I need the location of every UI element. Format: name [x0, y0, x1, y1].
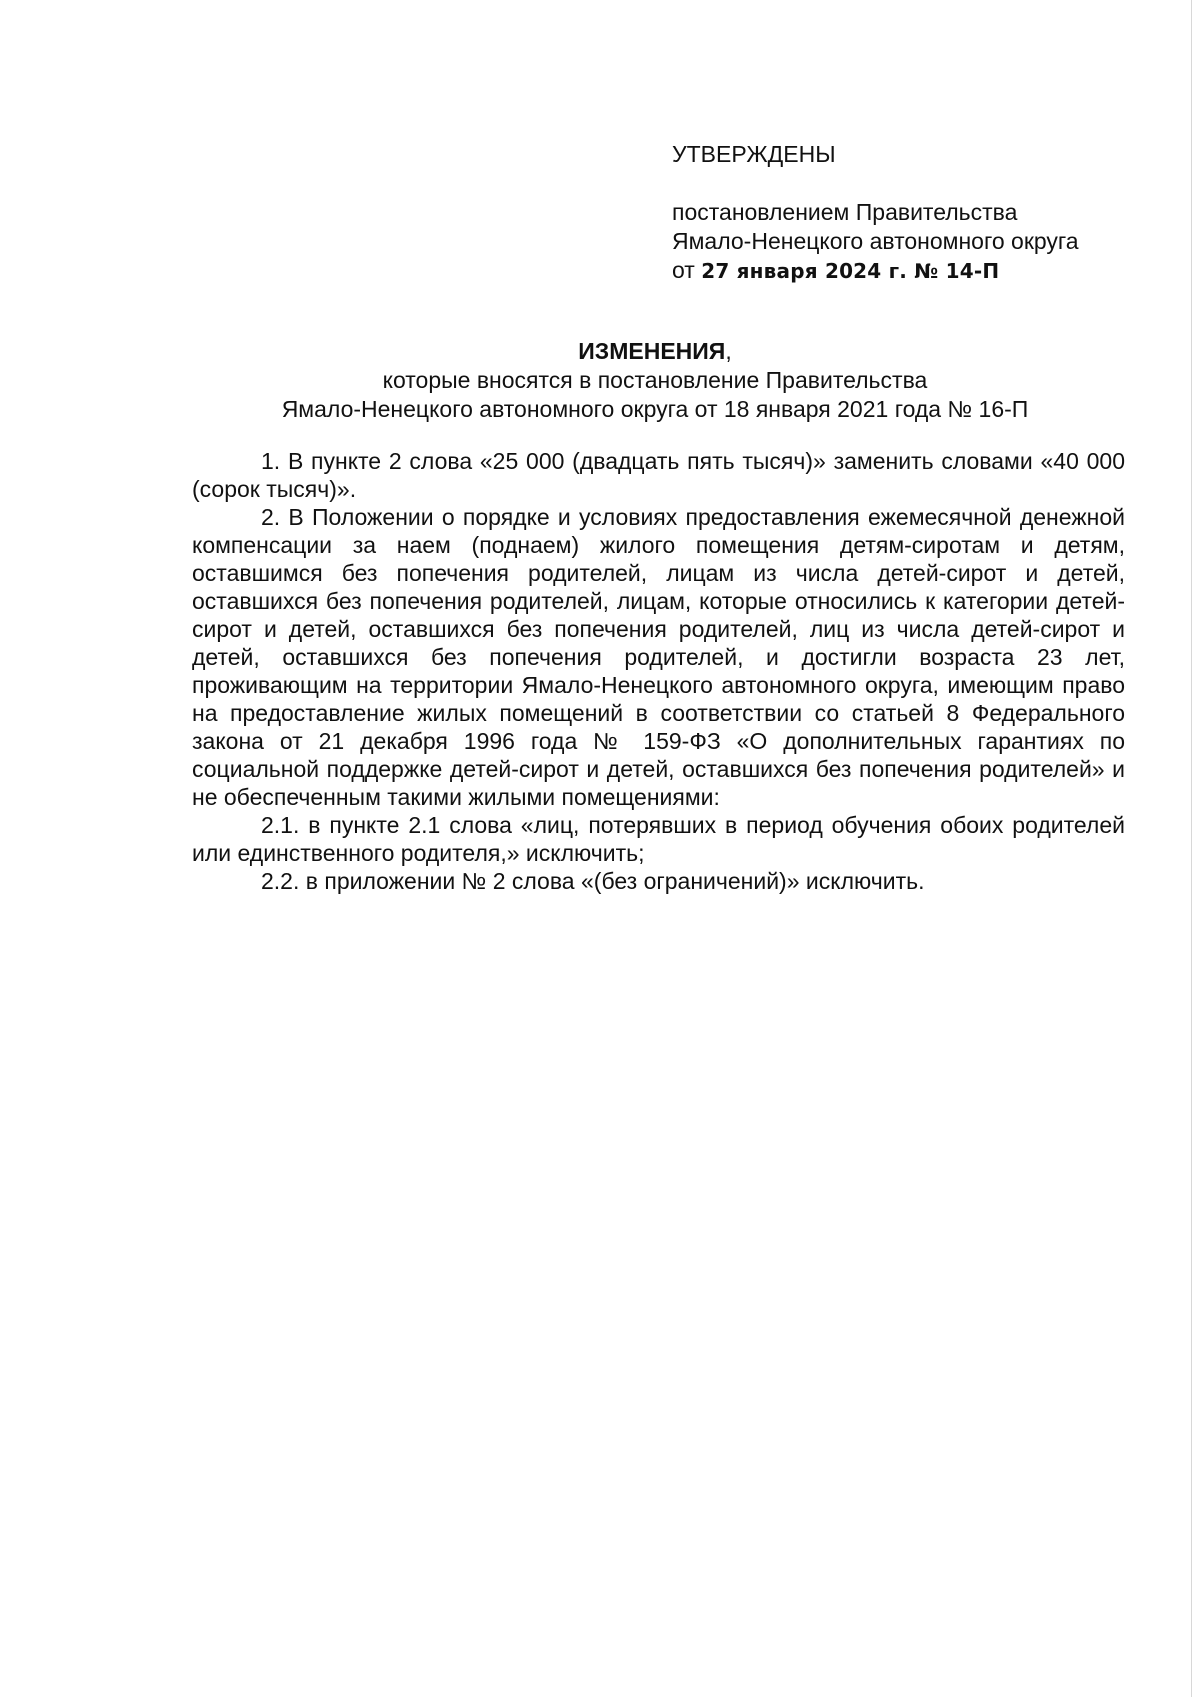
document-heading [190, 337, 1120, 366]
approval-reference-number: 27 января 2024 г. № 14-П [701, 259, 1000, 283]
approval-prefix: от [672, 257, 695, 283]
document-title-block [190, 337, 1120, 424]
heading-line-2: Ямало-Ненецкого автономного округа от 18 января 2021 года № 16-П [281, 396, 1029, 422]
heading-line-1: которые вносятся в постановление Правительства [382, 367, 928, 393]
scan-edge-line [1191, 0, 1192, 1697]
approval-line-2: Ямало-Ненецкого автономного округа [672, 228, 1079, 254]
approval-line-1: постановлением Правительства [672, 199, 1018, 225]
approval-title: УТВЕРЖДЕНЫ [672, 141, 836, 167]
heading-comma: , [725, 338, 732, 364]
paragraph-2-1: 2.1. в пункте 2.1 слова «лиц, потерявших в период обучения обоих родителей или единственного родителя,» исключить; [192, 812, 1125, 866]
paragraph-2-2: 2.2. в приложении № 2 слова «(без ограничений)» исключить. [261, 868, 925, 894]
paragraph-1: 1. В пункте 2 слова «25 000 (двадцать пять тысяч)» заменить словами «40 000 (сорок тысяч)». [192, 448, 1125, 502]
heading-title: ИЗМЕНЕНИЯ [578, 338, 726, 364]
approval-block [672, 140, 1142, 286]
paragraph-2: 2. В Положении о порядке и условиях предоставления ежемесячной денежной компенсации за наем (поднаем) жилого помещения детям-сиротам и детям, оставшимся без попечения родителей, лицам из числа детей-сирот и детей, оставшихся без попечения родителей, лицам, которые относились к категории детей-сирот и детей, оставшихся без попечения родителей, лиц из числа детей-сирот и детей, оставшихся без попечения родителей, и достигли возраста 23 лет, проживающим на территории Ямало-Ненецкого автономного округа, имеющим право на предоставление жилых помещений в соответствии со статьей 8 Федерального закона от 21 декабря 1996 года № 159-ФЗ «О дополнительных гарантиях по социальной поддержке детей-сирот и детей, оставшихся без попечения родителей» и не обеспеченным такими жилыми помещениями: [192, 504, 1125, 810]
approval-reference-line [672, 256, 1142, 286]
document-body [192, 447, 1125, 895]
